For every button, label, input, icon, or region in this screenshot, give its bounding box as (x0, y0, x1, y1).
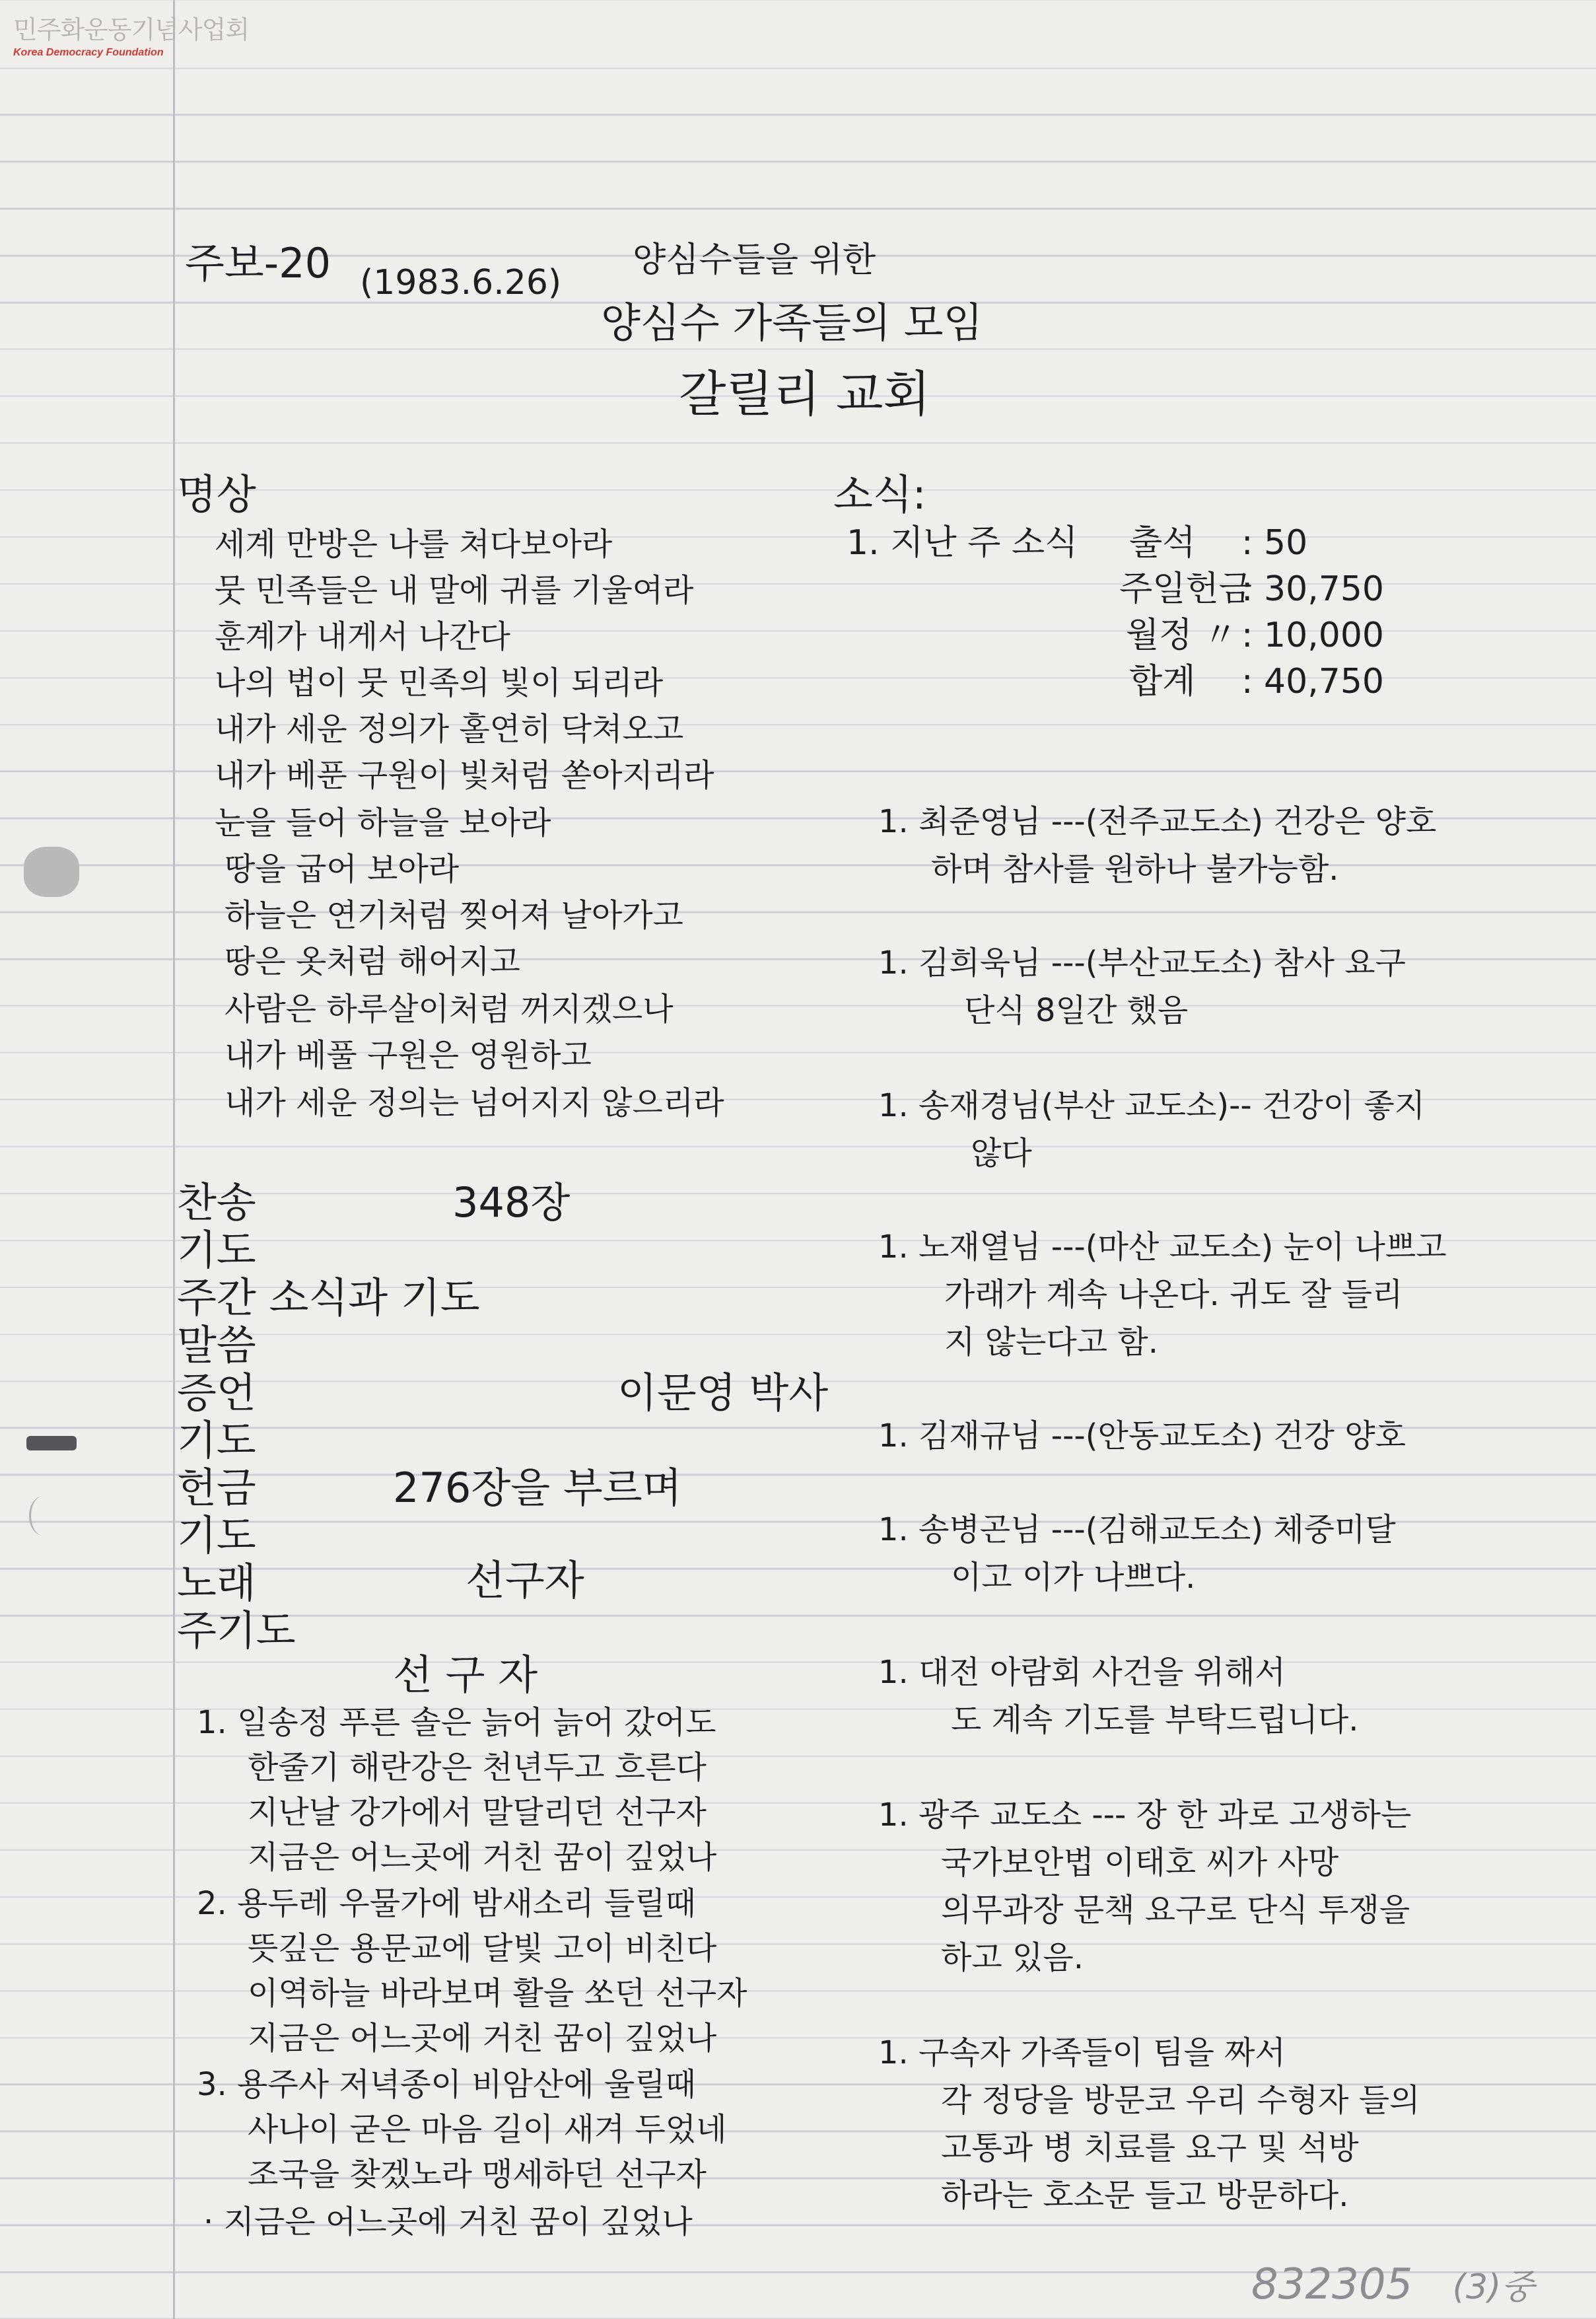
meditation-line: 내가 세운 정의가 홀연히 닥쳐오고 (215, 711, 684, 748)
news-item-line: 1. 김재규님 ---(안동교도소) 건강 양호 (878, 1417, 1406, 1454)
meditation-line: 뭇 민족들은 내 말에 귀를 기울여라 (215, 572, 694, 609)
news-item-line: 도 계속 기도를 부탁드립니다. (951, 1701, 1359, 1738)
sunday-offering-value: : 30,750 (1241, 569, 1384, 609)
news-item-line: 1. 김희욱님 ---(부산교도소) 참사 요구 (878, 945, 1406, 981)
meditation-line: 훈계가 내게서 나간다 (215, 618, 510, 655)
meditation-line: 하늘은 연기처럼 찢어져 날아가고 (225, 897, 683, 934)
order-item: 증언 (177, 1369, 256, 1417)
song-line: 한줄기 해란강은 천년두고 흐른다 (248, 1749, 707, 1786)
song-line: 지금은 어느곳에 거친 꿈이 깊었나 (248, 1839, 717, 1876)
news-item-line: 1. 송병곤님 ---(김해교도소) 체중미달 (878, 1511, 1396, 1548)
song-line: 이역하늘 바라보며 활을 쏘던 선구자 (248, 1975, 747, 2012)
song-title: 선 구 자 (393, 1651, 538, 1699)
news-item-line: 하고 있음. (941, 1939, 1084, 1976)
news-item-line: 지 않는다고 함. (944, 1324, 1158, 1361)
song-line: 1. 일송정 푸른 솔은 늙어 늙어 갔어도 (197, 1704, 716, 1741)
issue-number: 주보-20 (185, 239, 331, 287)
song-line: 2. 용두레 우물가에 밤새소리 들릴때 (197, 1885, 696, 1922)
order-item: 헌금 (177, 1464, 256, 1512)
order-item: 찬송 (177, 1178, 256, 1227)
meditation-line: 세계 만방은 나를 쳐다보아라 (215, 526, 613, 563)
order-item: 주기도 (177, 1606, 296, 1655)
song-line: 조국을 찾겠노라 맹세하던 선구자 (248, 2156, 707, 2193)
song-line: 사나이 굳은 마음 길이 새겨 두었네 (248, 2111, 727, 2148)
order-item: 노래 (177, 1559, 256, 1607)
news-item-line: 이고 이가 나쁘다. (951, 1559, 1196, 1596)
last-week-label: 1. 지난 주 소식 (847, 523, 1078, 563)
news-item-line: 각 정당을 방문코 우리 수형자 들의 (941, 2082, 1420, 2119)
offering-hymn: 276장을 부르며 (393, 1464, 682, 1512)
punch-hole (24, 847, 79, 897)
margin-rule (173, 0, 175, 2319)
news-item-line: 1. 대전 아람회 사건을 위해서 (878, 1654, 1286, 1691)
watermark-korean: 민주화운동기념사업회 (13, 15, 250, 44)
archive-number: 832305 (1251, 2260, 1413, 2309)
attendance-value: : 50 (1241, 523, 1308, 563)
news-heading: 소식: (833, 470, 926, 518)
meditation-heading: 명상 (177, 470, 256, 518)
sunday-offering-label: 주일헌금 (1119, 569, 1252, 609)
watermark-english: Korea Democracy Foundation (13, 47, 164, 58)
order-item: 기도 (177, 1226, 256, 1274)
meditation-line: 땅은 옷처럼 해어지고 (225, 943, 520, 980)
church-name: 갈릴리 교회 (679, 366, 930, 423)
order-item: 기도 (177, 1416, 256, 1464)
news-item-line: 1. 광주 교도소 --- 장 한 과로 고생하는 (878, 1797, 1412, 1834)
hymn-number: 348장 (452, 1178, 571, 1227)
archive-page: (3)중 (1452, 2267, 1535, 2307)
meditation-line: 사람은 하루살이처럼 꺼지겠으나 (225, 991, 674, 1028)
meditation-line: 눈을 들어 하늘을 보아라 (215, 804, 551, 841)
attendance-label: 출석 (1129, 523, 1196, 563)
news-item-line: 하며 참사를 원하나 불가능함. (931, 851, 1339, 888)
news-item-line: 1. 구속자 가족들이 팀을 짜서 (878, 2034, 1286, 2071)
news-item-line: 고통과 병 치료를 요구 및 석방 (941, 2129, 1359, 2166)
total-value: : 40,750 (1241, 662, 1384, 701)
meditation-line: 내가 베푼 구원이 빛처럼 쏟아지리라 (215, 757, 714, 794)
watermark (13, 9, 249, 59)
meditation-line: 내가 베풀 구원은 영원하고 (225, 1037, 592, 1074)
news-item-line: 국가보안법 이태호 씨가 사망 (941, 1844, 1339, 1881)
archive-stamp (1251, 2259, 1535, 2309)
song-line: 지난날 강가에서 말달리던 선구자 (248, 1794, 707, 1831)
news-item-line: 단식 8일간 했음 (964, 992, 1189, 1029)
song-name: 선구자 (466, 1556, 584, 1604)
news-item-line: 하라는 호소문 들고 방문하다. (941, 2177, 1349, 2214)
order-item: 말씀 (177, 1321, 256, 1369)
monthly-offering-label: 월정 〃 (1126, 616, 1237, 655)
issue-date: (1983.6.26) (360, 263, 562, 303)
total-label: 합계 (1129, 662, 1196, 701)
news-item-line: 1. 송재경님(부산 교도소)-- 건강이 좋지 (878, 1087, 1426, 1124)
subtitle-1: 양심수들을 위한 (633, 240, 876, 280)
page-curl (29, 1496, 57, 1536)
news-item-line: 않다 (971, 1135, 1032, 1172)
meditation-line: 내가 세운 정의는 넘어지지 않으리라 (225, 1085, 724, 1122)
binder-mark (26, 1436, 77, 1450)
song-line: · 지금은 어느곳에 거친 꿈이 깊었나 (203, 2203, 693, 2240)
song-line: 3. 용주사 저녁종이 비암산에 울릴때 (197, 2066, 696, 2103)
news-item-line: 1. 노재열님 ---(마산 교도소) 눈이 나쁘고 (878, 1229, 1447, 1266)
news-item-line: 1. 최준영님 ---(전주교도소) 건강은 양호 (878, 803, 1437, 840)
subtitle-2: 양심수 가족들의 모임 (601, 299, 983, 347)
news-item-line: 의무과장 문책 요구로 단식 투쟁을 (941, 1892, 1410, 1929)
meditation-line: 땅을 굽어 보아라 (225, 851, 460, 888)
order-item: 주간 소식과 기도 (177, 1273, 480, 1322)
witness-speaker: 이문영 박사 (617, 1369, 829, 1417)
news-item-line: 가래가 계속 나온다. 귀도 잘 들리 (944, 1276, 1403, 1313)
song-line: 뜻깊은 용문교에 달빛 고이 비친다 (248, 1930, 717, 1967)
song-line: 지금은 어느곳에 거친 꿈이 깊었나 (248, 2020, 717, 2057)
order-item: 기도 (177, 1511, 256, 1559)
meditation-line: 나의 법이 뭇 민족의 빛이 되리라 (215, 664, 664, 701)
monthly-offering-value: : 10,000 (1241, 616, 1384, 655)
